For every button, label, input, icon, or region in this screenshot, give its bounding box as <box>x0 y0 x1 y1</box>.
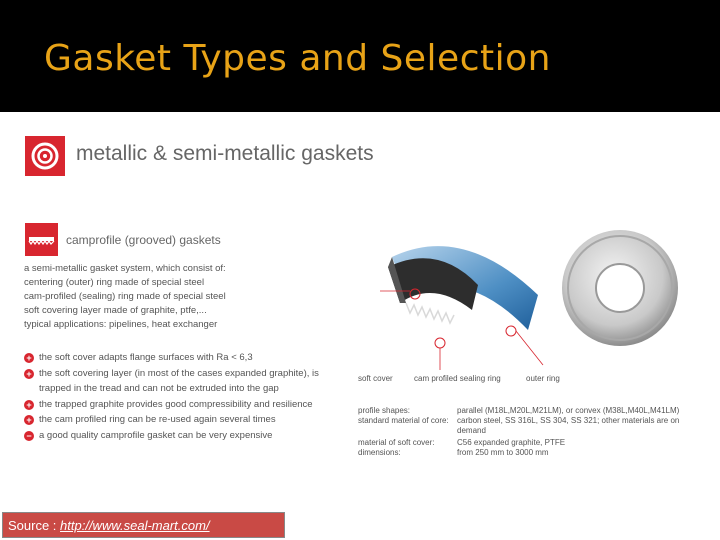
feature-item: + the cam profiled ring can be re-used again several times <box>24 412 319 428</box>
spec-value: C56 expanded graphite, PTFE <box>457 438 566 447</box>
feature-item-continuation: trapped in the tread and can not be extruded into the gap <box>39 383 279 394</box>
spec-row <box>358 406 688 416</box>
feature-item: − a good quality camprofile gasket can be very expensive <box>24 428 319 444</box>
description-line: cam-profiled (sealing) ring made of special steel <box>24 291 226 302</box>
spec-row <box>358 438 688 448</box>
description-line: soft covering layer made of graphite, ptfe,... <box>24 305 207 316</box>
spec-value: from 250 mm to 3000 mm <box>457 448 549 457</box>
grooves <box>406 303 454 323</box>
spec-key: standard material of core: <box>358 416 449 425</box>
spec-key: material of soft cover: <box>358 438 435 447</box>
seal-logo-icon <box>25 136 65 176</box>
slide-title: Gasket Types and Selection <box>44 38 551 79</box>
gasket-illustration <box>378 225 698 375</box>
subsection-heading: camprofile (grooved) gaskets <box>66 233 221 247</box>
feature-list <box>24 350 319 443</box>
plus-icon: + <box>24 400 34 410</box>
spec-row <box>358 416 688 436</box>
feature-item: + the soft cover adapts flange surfaces with Ra < 6,3 <box>24 350 319 366</box>
spec-table <box>358 406 688 458</box>
description-line: a semi-metallic gasket system, which consist of: <box>24 263 226 274</box>
plus-icon: + <box>24 369 34 379</box>
source-link[interactable]: http://www.seal-mart.com/ <box>60 518 210 533</box>
spec-key: profile shapes: <box>358 406 411 415</box>
feature-item: + the trapped graphite provides good compressibility and resilience <box>24 397 319 413</box>
outer-ring-label: outer ring <box>526 374 560 383</box>
source-label: Source : <box>8 518 61 533</box>
spec-value: parallel (M18L,M20L,M21LM), or convex (M38L,M40L,M41LM) <box>457 406 680 415</box>
soft-cover-label: soft cover <box>358 374 393 383</box>
plus-icon: + <box>24 415 34 425</box>
spec-row <box>358 448 688 458</box>
plus-icon: + <box>24 353 34 363</box>
gasket-description <box>24 262 226 332</box>
sealing-ring-label: cam profiled sealing ring <box>414 374 501 383</box>
description-line: centering (outer) ring made of special steel <box>24 277 205 288</box>
minus-icon: − <box>24 431 34 441</box>
spec-key: dimensions: <box>358 448 401 457</box>
feature-item: + the soft covering layer (in most of the cases expanded graphite), is <box>24 366 319 382</box>
spec-value: carbon steel, SS 316L, SS 304, SS 321; other materials are on demand <box>457 416 680 435</box>
source-box <box>2 512 285 538</box>
part-labels <box>358 374 698 386</box>
section-heading: metallic & semi-metallic gaskets <box>76 142 374 165</box>
camprofile-icon <box>25 223 58 256</box>
description-line: typical applications: pipelines, heat exchanger <box>24 319 218 330</box>
